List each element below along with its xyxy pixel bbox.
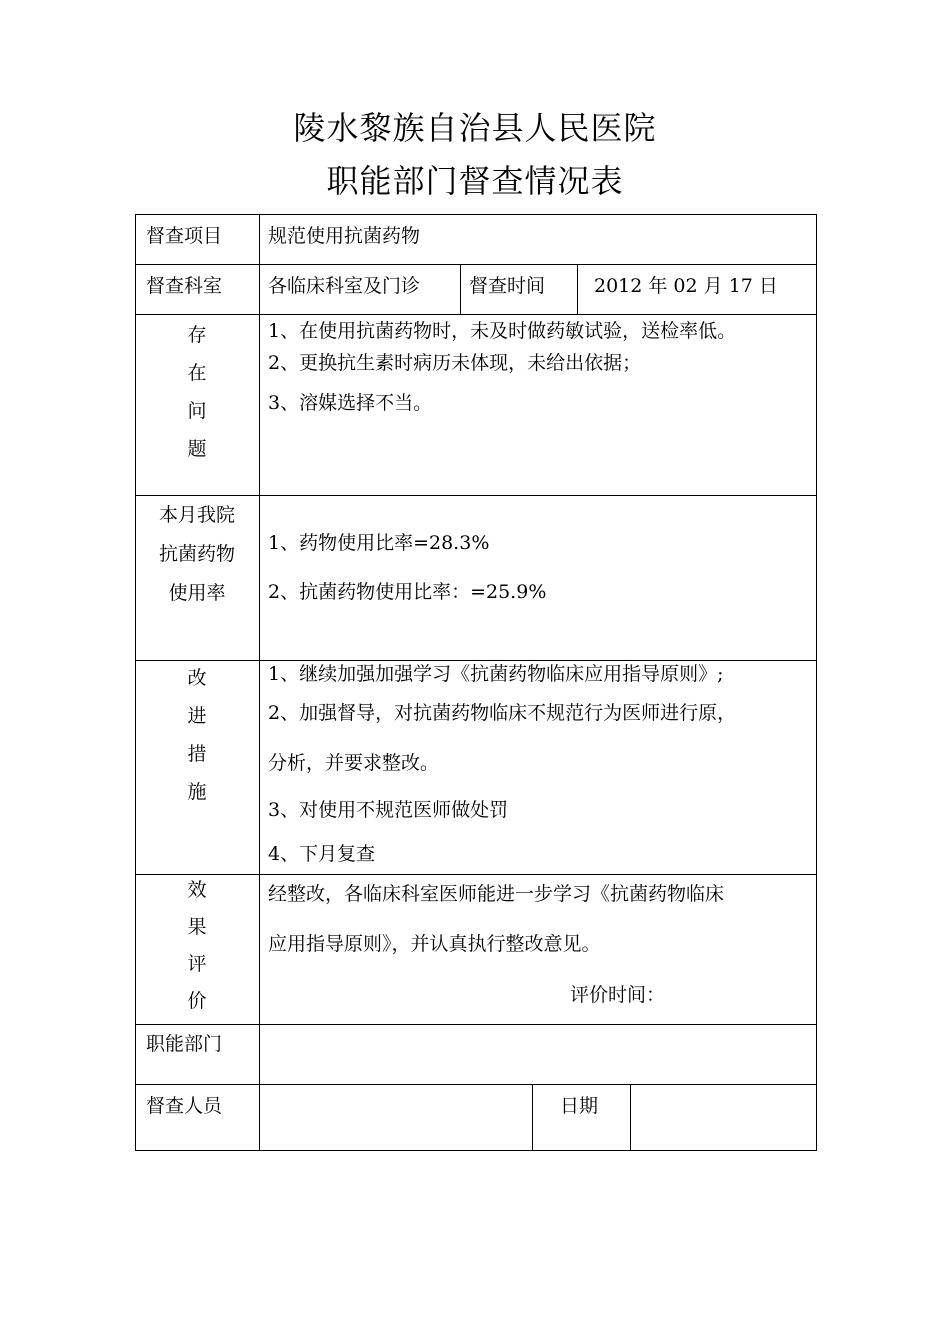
item-value: 规范使用抗菌药物 [268, 225, 421, 247]
page-subtitle: 职能部门督查情况表 [326, 162, 624, 200]
label-char: 改 [187, 667, 207, 689]
table-border-line [135, 1024, 817, 1025]
page-title: 陵水黎族自治县人民医院 [293, 109, 657, 147]
table-border-line [532, 1084, 533, 1150]
table-border-line [259, 214, 260, 1151]
inspector-label: 督查人员 [146, 1095, 223, 1117]
label-line: 抗菌药物 [158, 543, 235, 565]
rate-label [140, 502, 254, 619]
label-char: 评 [187, 953, 207, 975]
effect-line: 应用指导原则》，并认真执行整改意见。 [268, 933, 601, 955]
effect-line: 经整改，各临床科室医师能进一步学习《抗菌药物临床 [268, 883, 725, 905]
measure-line: 分析，并要求整改。 [268, 752, 440, 774]
label-line: 使用率 [168, 582, 226, 604]
date-label: 日期 [560, 1095, 599, 1117]
label-char: 题 [187, 438, 207, 460]
eval-time-label: 评价时间： [570, 984, 666, 1006]
label-char: 价 [187, 990, 207, 1012]
table-border-line [135, 214, 136, 1151]
item-label: 督查项目 [146, 225, 223, 247]
label-char: 措 [187, 743, 207, 765]
table-border-line [460, 264, 461, 314]
func-dept-field[interactable] [262, 1027, 814, 1082]
table-border-line [135, 264, 817, 265]
label-char: 存 [187, 324, 207, 346]
rate-line: 2、抗菌药物使用比率：=25.9% [268, 581, 547, 603]
time-value: 2012 年 02 月 17 日 [594, 275, 778, 297]
measure-line: 1、继续加强加强学习《抗菌药物临床应用指导原则》; [268, 663, 724, 685]
problems-label [182, 322, 212, 474]
table-border-line [630, 1084, 631, 1150]
problem-line: 2、更换抗生素时病历未体现，未给出依据； [268, 352, 642, 374]
table-border-line [135, 495, 817, 496]
label-char: 问 [187, 400, 207, 422]
func-dept-label: 职能部门 [146, 1033, 223, 1055]
time-label: 督查时间 [469, 275, 546, 297]
measure-line: 3、对使用不规范医师做处罚 [268, 799, 509, 821]
problem-line: 3、溶媒选择不当。 [268, 392, 433, 414]
dept-label: 督查科室 [146, 275, 223, 297]
measure-line: 2、加强督导，对抗菌药物临床不规范行为医师进行原， [268, 702, 737, 724]
measure-line: 4、下月复查 [268, 843, 376, 865]
inspector-field[interactable] [262, 1087, 530, 1148]
table-border-line [135, 214, 817, 215]
dept-value: 各临床科室及门诊 [268, 275, 421, 297]
label-char: 效 [187, 879, 207, 901]
table-border-line [135, 874, 817, 875]
label-char: 施 [187, 781, 207, 803]
label-char: 果 [187, 916, 207, 938]
effect-label [182, 877, 212, 1025]
label-char: 在 [187, 362, 207, 384]
label-char: 进 [187, 705, 207, 727]
table-border-line [816, 214, 817, 1151]
problem-line: 1、在使用抗菌药物时，未及时做药敏试验，送检率低。 [268, 320, 737, 342]
measures-label [182, 665, 212, 817]
table-border-line [577, 264, 578, 314]
table-border-line [135, 1150, 817, 1151]
table-border-line [135, 314, 817, 315]
date-field[interactable] [633, 1087, 814, 1148]
rate-line: 1、药物使用比率=28.3% [268, 532, 490, 554]
label-line: 本月我院 [158, 504, 235, 526]
table-border-line [135, 1084, 817, 1085]
